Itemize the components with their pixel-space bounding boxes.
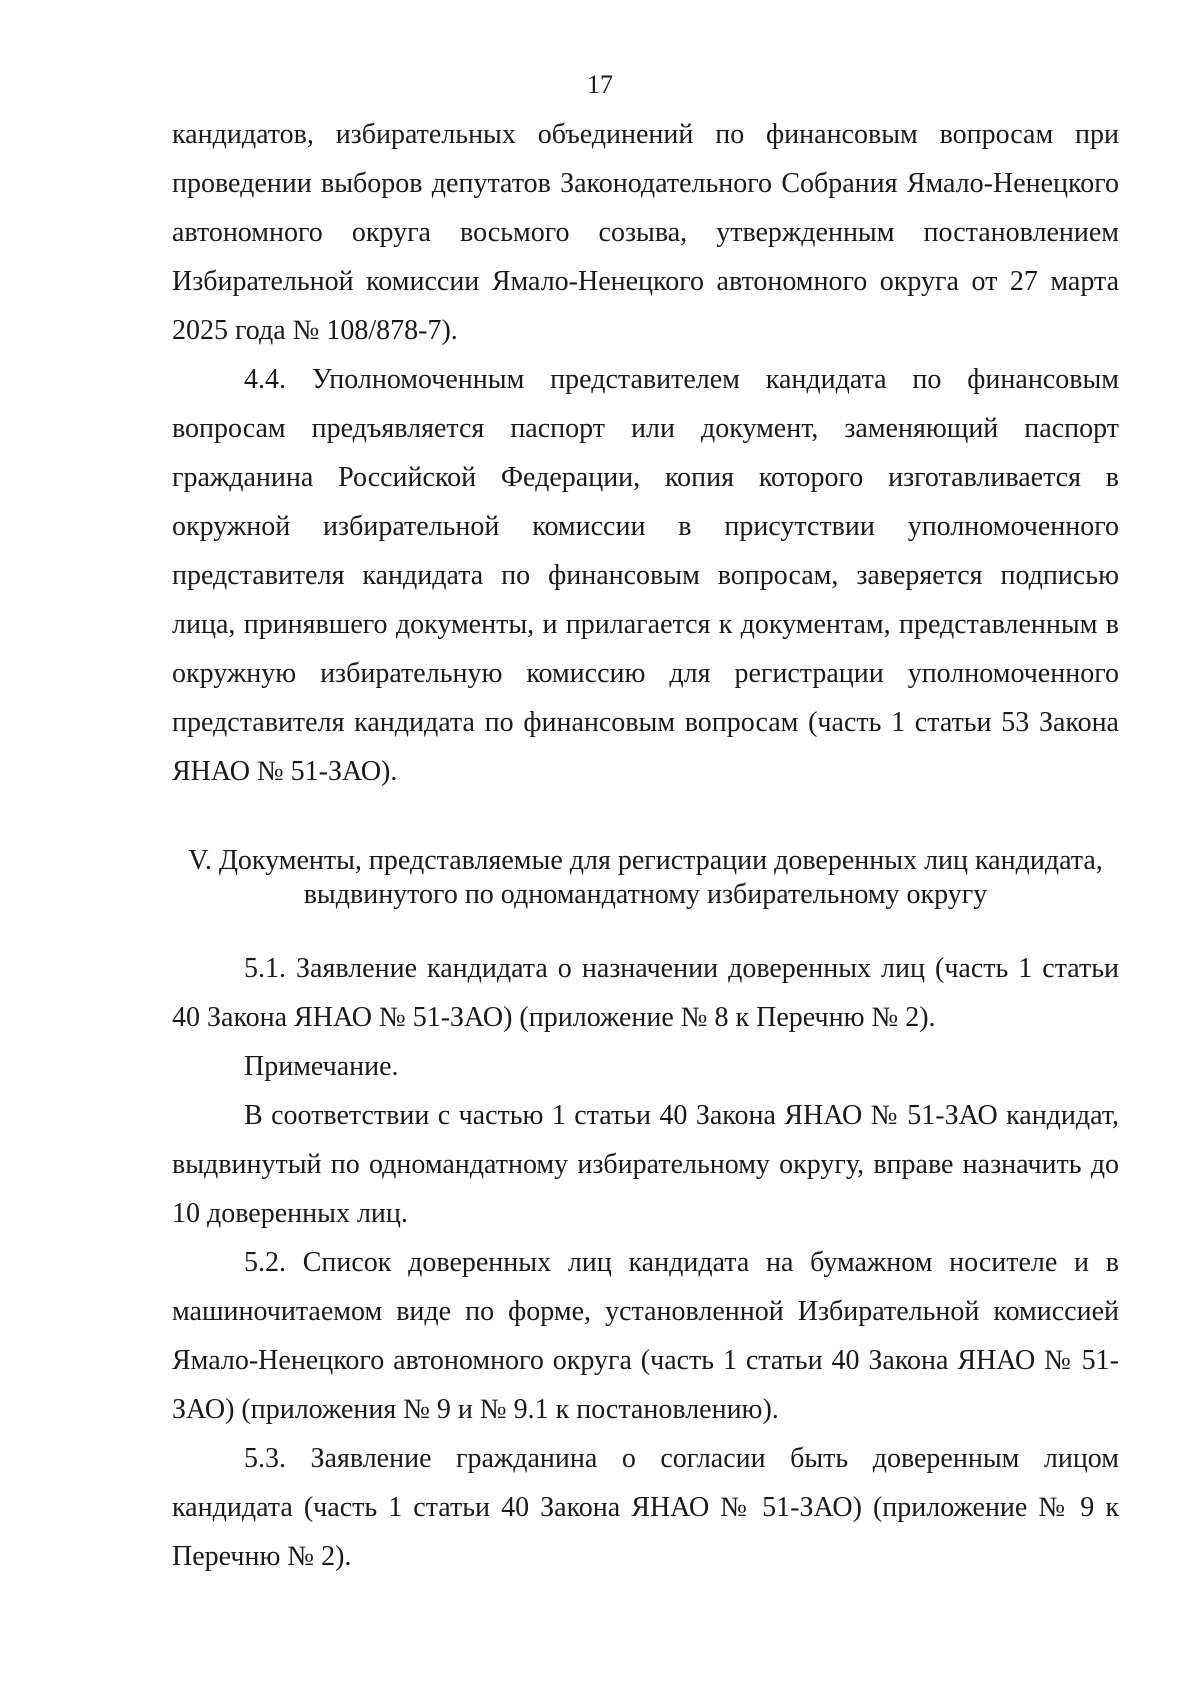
paragraph-5-2: 5.2. Список доверенных лиц кандидата на бумажном носителе и в машиночитаемом виде по форме, установленной Избирательной комиссией Ямало-Ненецкого автономного округа (часть 1 статьи 40 Закона ЯНАО № 51-ЗАО) (приложения № 9 и № 9.1 к постановлению). (172, 1247, 1119, 1425)
section-heading-line-1: V. Документы, представляемые для регистрации доверенных лиц кандидата, (188, 845, 1103, 876)
note-text: В соответствии с частью 1 статьи 40 Закона ЯНАО № 51-ЗАО кандидат, выдвинутый по одномандатному избирательному округу, вправе назначить до 10 доверенных лиц. (172, 1100, 1119, 1229)
note-label: Примечание. (244, 1051, 399, 1082)
section-v-heading (172, 844, 1119, 912)
paragraph-5-1: 5.1. Заявление кандидата о назначении доверенных лиц (часть 1 статьи 40 Закона ЯНАО № 51-ЗАО) (приложение № 8 к Перечню № 2). (172, 953, 1119, 1033)
page-number: 17 (587, 70, 613, 99)
document-body (172, 110, 1119, 1581)
paragraph-4-4: 4.4. Уполномоченным представителем кандидата по финансовым вопросам предъявляется паспорт или документ, заменяющий паспорт гражданина Российской Федерации, копия которого изготавливается в окружной избирательной комиссии в присутствии уполномоченного представителя кандидата по финансовым вопросам, заверяется подписью лица, принявшего документы, и прилагается к документам, представленным в окружную избирательную комиссию для регистрации уполномоченного представителя кандидата по финансовым вопросам (часть 1 статьи 53 Закона ЯНАО № 51-ЗАО). (172, 364, 1119, 787)
paragraph-5-3: 5.3. Заявление гражданина о согласии быть доверенным лицом кандидата (часть 1 статьи 40 Закона ЯНАО № 51-ЗАО) (приложение № 9 к Перечню № 2). (172, 1443, 1119, 1572)
section-heading-line-2: выдвинутого по одномандатному избирательному округу (303, 879, 988, 910)
paragraph-continuation: кандидатов, избирательных объединений по финансовым вопросам при проведении выборов депутатов Законодательного Собрания Ямало-Ненецкого автономного округа восьмого созыва, утвержденным постановлением Избирательной комиссии Ямало-Ненецкого автономного округа от 27 марта 2025 года № 108/878-7). (172, 119, 1119, 346)
